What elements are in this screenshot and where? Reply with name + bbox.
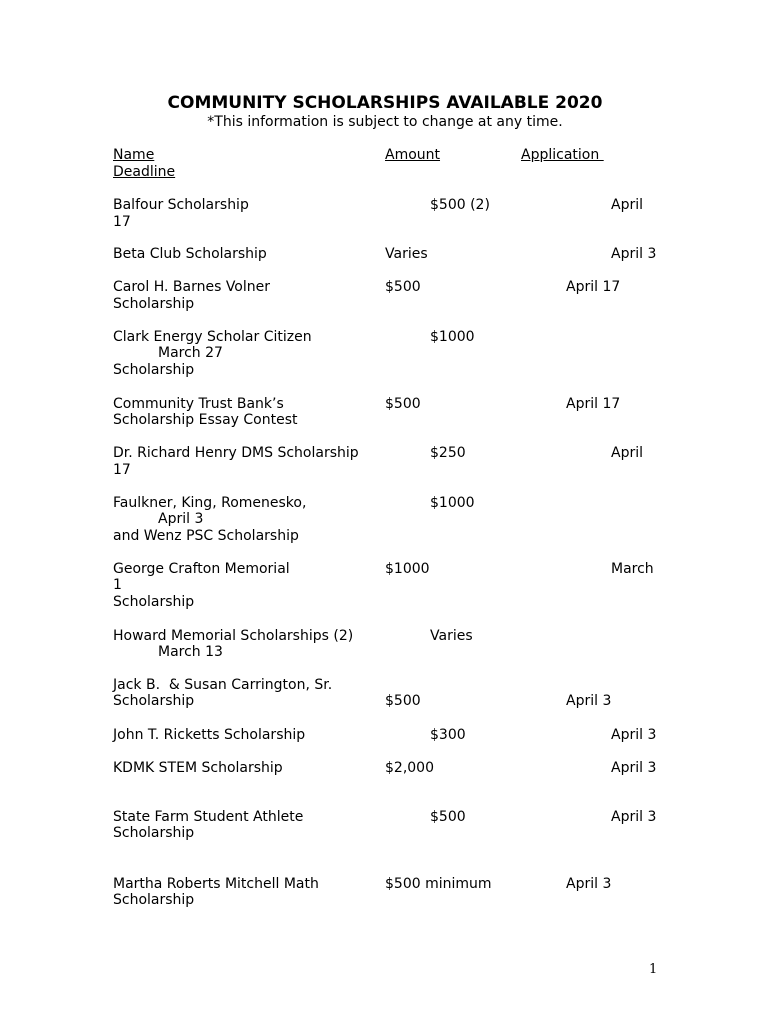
row-amount: $2,000 <box>385 760 434 776</box>
row-name: John T. Ricketts Scholarship <box>113 727 306 743</box>
row-name: State Farm Student Athlete <box>113 809 304 825</box>
row-name-continued: 17 <box>113 462 131 478</box>
row-deadline: April <box>611 197 643 213</box>
row-name: KDMK STEM Scholarship <box>113 760 283 776</box>
row-deadline: March <box>611 561 654 577</box>
row-amount: $500 minimum <box>385 876 492 892</box>
row-name-continued: Scholarship <box>113 825 195 841</box>
row-deadline: April 3 <box>611 809 657 825</box>
row-deadline: April 3 <box>611 727 657 743</box>
row-amount: Varies <box>430 628 473 644</box>
row-name: Faulkner, King, Romenesko, <box>113 495 307 511</box>
row-amount: $500 <box>385 279 421 295</box>
row-deadline: April 3 <box>566 693 612 709</box>
row-name: Clark Energy Scholar Citizen <box>113 329 312 345</box>
row-name: Howard Memorial Scholarships (2) <box>113 628 354 644</box>
row-name: Community Trust Bank’s <box>113 396 284 412</box>
row-amount: $1000 <box>430 329 475 345</box>
header-amount: Amount <box>385 147 441 163</box>
row-name: Balfour Scholarship <box>113 197 249 213</box>
row-deadline-wrapped: March 27 <box>158 345 223 361</box>
row-amount: Varies <box>385 246 428 262</box>
row-amount: $500 <box>385 396 421 412</box>
row-amount: $1000 <box>430 495 475 511</box>
row-deadline: April 3 <box>566 876 612 892</box>
row-name: George Crafton Memorial <box>113 561 290 577</box>
row-deadline: April 17 <box>566 279 621 295</box>
row-name-continued: Scholarship <box>113 594 195 610</box>
row-name: Dr. Richard Henry DMS Scholarship <box>113 445 359 461</box>
page-number: 1 <box>649 962 658 977</box>
row-amount: $1000 <box>385 561 430 577</box>
row-amount: $500 <box>430 809 466 825</box>
row-name-continued: Scholarship <box>113 892 195 908</box>
row-amount: $500 (2) <box>430 197 490 213</box>
row-amount: $250 <box>430 445 466 461</box>
row-name-continued: and Wenz PSC Scholarship <box>113 528 299 544</box>
row-name: Martha Roberts Mitchell Math <box>113 876 319 892</box>
row-name: Jack B. & Susan Carrington, Sr. <box>113 677 333 693</box>
row-name-continued: Scholarship <box>113 296 195 312</box>
row-deadline: April 17 <box>566 396 621 412</box>
row-deadline: April <box>611 445 643 461</box>
row-name: Beta Club Scholarship <box>113 246 267 262</box>
row-name: Carol H. Barnes Volner <box>113 279 271 295</box>
page-subtitle: *This information is subject to change at any time. <box>207 114 563 130</box>
page-title: COMMUNITY SCHOLARSHIPS AVAILABLE 2020 <box>167 93 603 113</box>
row-name-continued: Scholarship <box>113 362 195 378</box>
row-amount: $500 <box>385 693 421 709</box>
header-application: Application <box>521 147 604 163</box>
header-deadline: Deadline <box>113 164 176 180</box>
row-amount: $300 <box>430 727 466 743</box>
row-deadline: April 3 <box>611 246 657 262</box>
row-name-continued: 1 <box>113 577 122 593</box>
row-name-continued: Scholarship <box>113 693 195 709</box>
row-name-continued: Scholarship Essay Contest <box>113 412 298 428</box>
row-name-continued: 17 <box>113 214 131 230</box>
header-name: Name <box>113 147 155 163</box>
row-deadline-wrapped: March 13 <box>158 644 223 660</box>
row-deadline-wrapped: April 3 <box>158 511 204 527</box>
row-deadline: April 3 <box>611 760 657 776</box>
